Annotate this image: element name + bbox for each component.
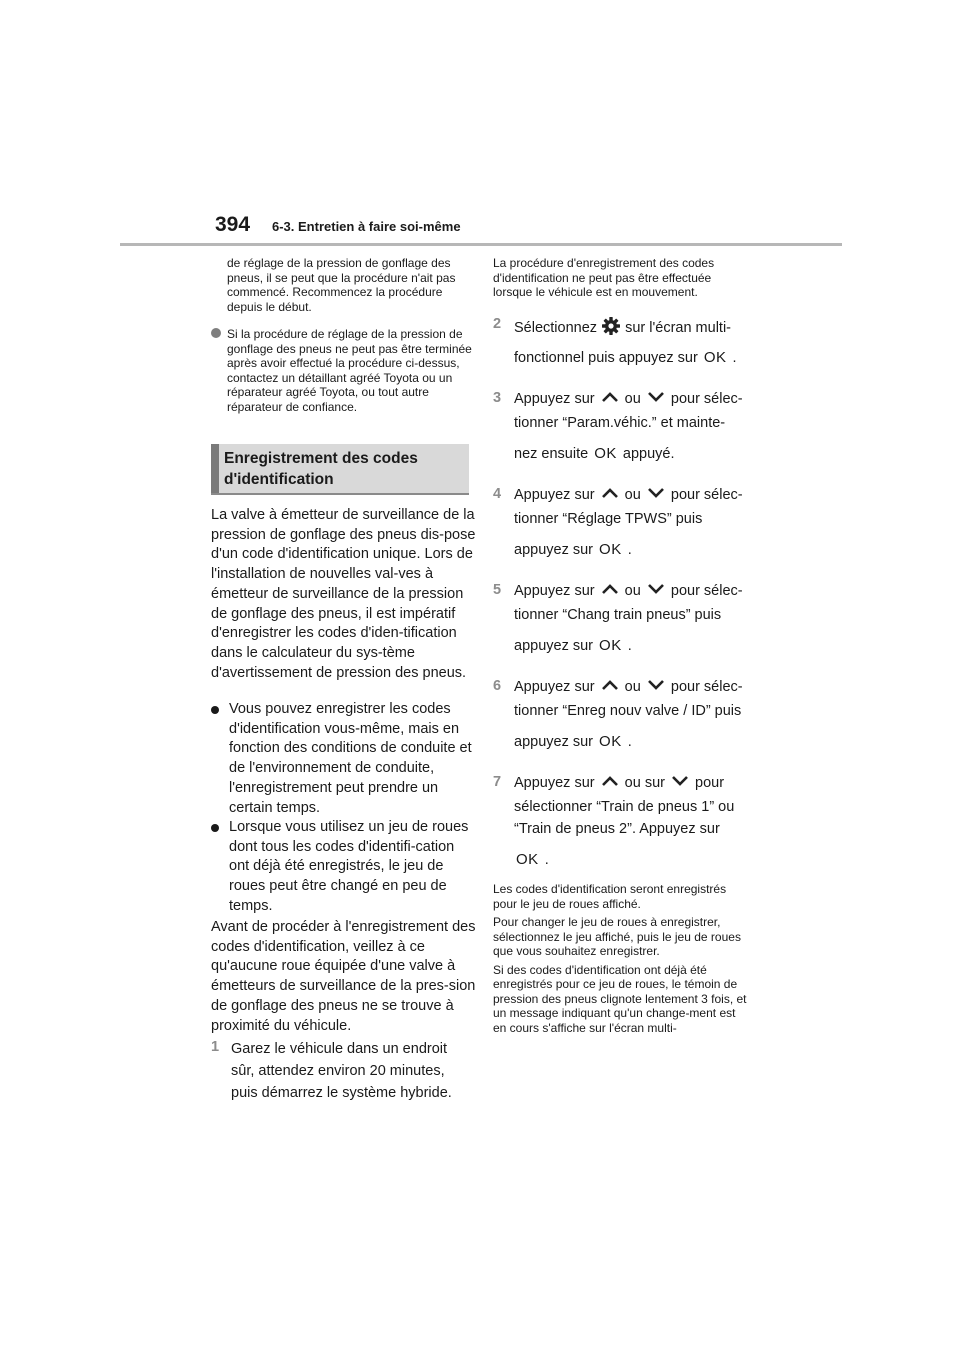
step-text: . [627, 638, 632, 654]
step-text: Appuyez sur [514, 774, 595, 791]
step-text: pour sélec- [670, 678, 743, 695]
step-text: ou [624, 582, 641, 599]
circle-bullet-icon [211, 328, 221, 338]
gear-icon [601, 316, 621, 340]
precaution-text: Avant de procéder à l'enregistrement des codes d'identification, veillez à ce qu'aucune roue équipée d'une valve à émetteurs de surveillance de la pres-sion de gonflage des pneus ne se trouve à proximité du véhicule. [211, 919, 476, 1034]
heading-accent-bar [211, 444, 219, 493]
chevron-down-icon [645, 582, 667, 600]
step-text: Sélectionnez [514, 319, 598, 336]
ok-icon: OK [599, 733, 622, 750]
step-number: 7 [493, 774, 502, 790]
step-number: 5 [493, 582, 502, 598]
chevron-up-icon [599, 678, 621, 696]
intro-text: La valve à émetteur de surveillance de la pression de gonflage des pneus dis-pose d'un code d'identification unique. Lors de l'installation de nouvelles val-ves à émetteur de surveillance de la pression de gonflage des pneus, il est impératif d'enregistrer les codes d'iden-tification dans le calculateur du sys-tème d'avertissement de pression des pneus. [211, 507, 476, 681]
step-1 [211, 1038, 476, 1104]
note-text: Pour changer le jeu de roues à enregistrer, sélectionnez le jeu affiché, puis le jeu de roues que vous souhaitez enregistrer. [493, 915, 741, 958]
step-number: 1 [211, 1039, 220, 1055]
step-text: pour sélec- [670, 486, 743, 503]
bullet-dot-icon [211, 824, 219, 832]
continued-text: de réglage de la pression de gonflage des pneus, il se peut que la procédure n'ait pas commencé. Recommencez la procédure depuis le début. [227, 256, 456, 314]
step-text: tionner “Param.véhic.” et mainte- [514, 415, 726, 431]
heading-line-1: Enregistrement des codes [224, 450, 418, 467]
step-number: 6 [493, 678, 502, 694]
header-rule [120, 243, 842, 246]
step-number: 3 [493, 390, 502, 406]
note-text: Si la procédure de réglage de la pression de gonflage des pneus ne peut pas être terminée après avoir effectué la procédure ci-dessus, contactez un détaillant agréé Toyota ou un réparateur agréé Toyota, ou tout autre réparateur de confiance. [227, 327, 472, 414]
note-text: Les codes d'identification seront enregistrés pour le jeu de roues affiché. [493, 882, 727, 911]
ok-icon: OK [599, 637, 622, 654]
step-text: Garez le véhicule dans un endroit [231, 1041, 448, 1057]
ok-icon: OK [516, 851, 539, 868]
step-text: ou [624, 486, 641, 503]
step-text: ou [624, 678, 641, 695]
step-text: . [544, 852, 549, 868]
continued-note [227, 256, 475, 314]
page-number: 394 [215, 213, 251, 236]
chevron-down-icon [645, 486, 667, 504]
moving-note [493, 256, 743, 300]
list-item [211, 818, 476, 917]
section-heading-box [211, 444, 469, 495]
heading-line-2: d'identification [224, 471, 334, 488]
step-text: nez ensuite [514, 446, 589, 462]
list-item-text: Vous pouvez enregistrer les codes d'identification vous-même, mais en fonction des conditions de conduite et de l'environnement de conduite, l'enregistrement peut prendre un certain temps. [229, 701, 472, 816]
step-text: . [732, 350, 737, 366]
step-text: tionner “Réglage TPWS” puis [514, 511, 703, 527]
chevron-down-icon [669, 774, 691, 792]
step-text: ou [624, 390, 641, 407]
note-text: Si des codes d'identification ont déjà été enregistrés pour ce jeu de roues, le témoin de pression des pneus clignote lentement 3 fois, et un message indiquant qu'un change-ment est en cours s'affiche sur l'écran multi- [493, 962, 747, 1035]
step-text: fonctionnel puis appuyez sur [514, 350, 698, 366]
chevron-up-icon [599, 486, 621, 504]
list-item-text: Lorsque vous utilisez un jeu de roues dont tous les codes d'identifi-cation ont déjà été enregistrés, le jeu de roues peut être changé en peu de temps. [229, 819, 469, 914]
step-text: . [627, 542, 632, 558]
chevron-up-icon [599, 774, 621, 792]
step-text: sur l'écran multi- [625, 319, 731, 336]
step-text: ou sur [624, 774, 665, 791]
step-text: sélectionner “Train de pneus 1” ou [514, 799, 735, 815]
step-number: 4 [493, 486, 502, 502]
step-number: 2 [493, 316, 502, 332]
moving-note-text: La procédure d'enregistrement des codes d'identification ne peut pas être effectuée lorsque le véhicule est en mouvement. [493, 256, 715, 299]
step-text: Appuyez sur [514, 390, 595, 407]
ok-icon: OK [703, 349, 727, 366]
note-bullet [211, 327, 475, 414]
step-text: Appuyez sur [514, 486, 595, 503]
precaution-paragraph [211, 918, 476, 1036]
ok-icon: OK [594, 445, 617, 462]
step-text: Appuyez sur [514, 678, 595, 695]
step-text: appuyé. [622, 446, 675, 462]
ok-icon: OK [599, 541, 622, 558]
bullet-dot-icon [211, 706, 219, 714]
list-item [211, 700, 476, 818]
step-text: Appuyez sur [514, 582, 595, 599]
step-text: sûr, attendez environ 20 minutes, [231, 1063, 445, 1079]
step-text: appuyez sur [514, 638, 593, 654]
section-heading [224, 448, 464, 490]
step-text: appuyez sur [514, 542, 593, 558]
chevron-down-icon [645, 390, 667, 408]
step-text: pour sélec- [670, 582, 743, 599]
step-text: pour sélec- [670, 390, 743, 407]
chevron-up-icon [599, 390, 621, 408]
chevron-down-icon [645, 678, 667, 696]
registration-notes [493, 882, 751, 1039]
chevron-up-icon [599, 582, 621, 600]
intro-paragraph [211, 506, 476, 683]
step-text: “Train de pneus 2”. Appuyez sur [514, 821, 720, 837]
step-text: tionner “Enreg nouv valve / ID” puis [514, 703, 742, 719]
step-text: appuyez sur [514, 734, 593, 750]
step-text: . [627, 734, 632, 750]
step-text: puis démarrez le système hybride. [231, 1085, 452, 1101]
section-title: 6-3. Entretien à faire soi-même [272, 219, 461, 234]
step-text: pour [695, 774, 725, 791]
step-text: tionner “Chang train pneus” puis [514, 607, 722, 623]
